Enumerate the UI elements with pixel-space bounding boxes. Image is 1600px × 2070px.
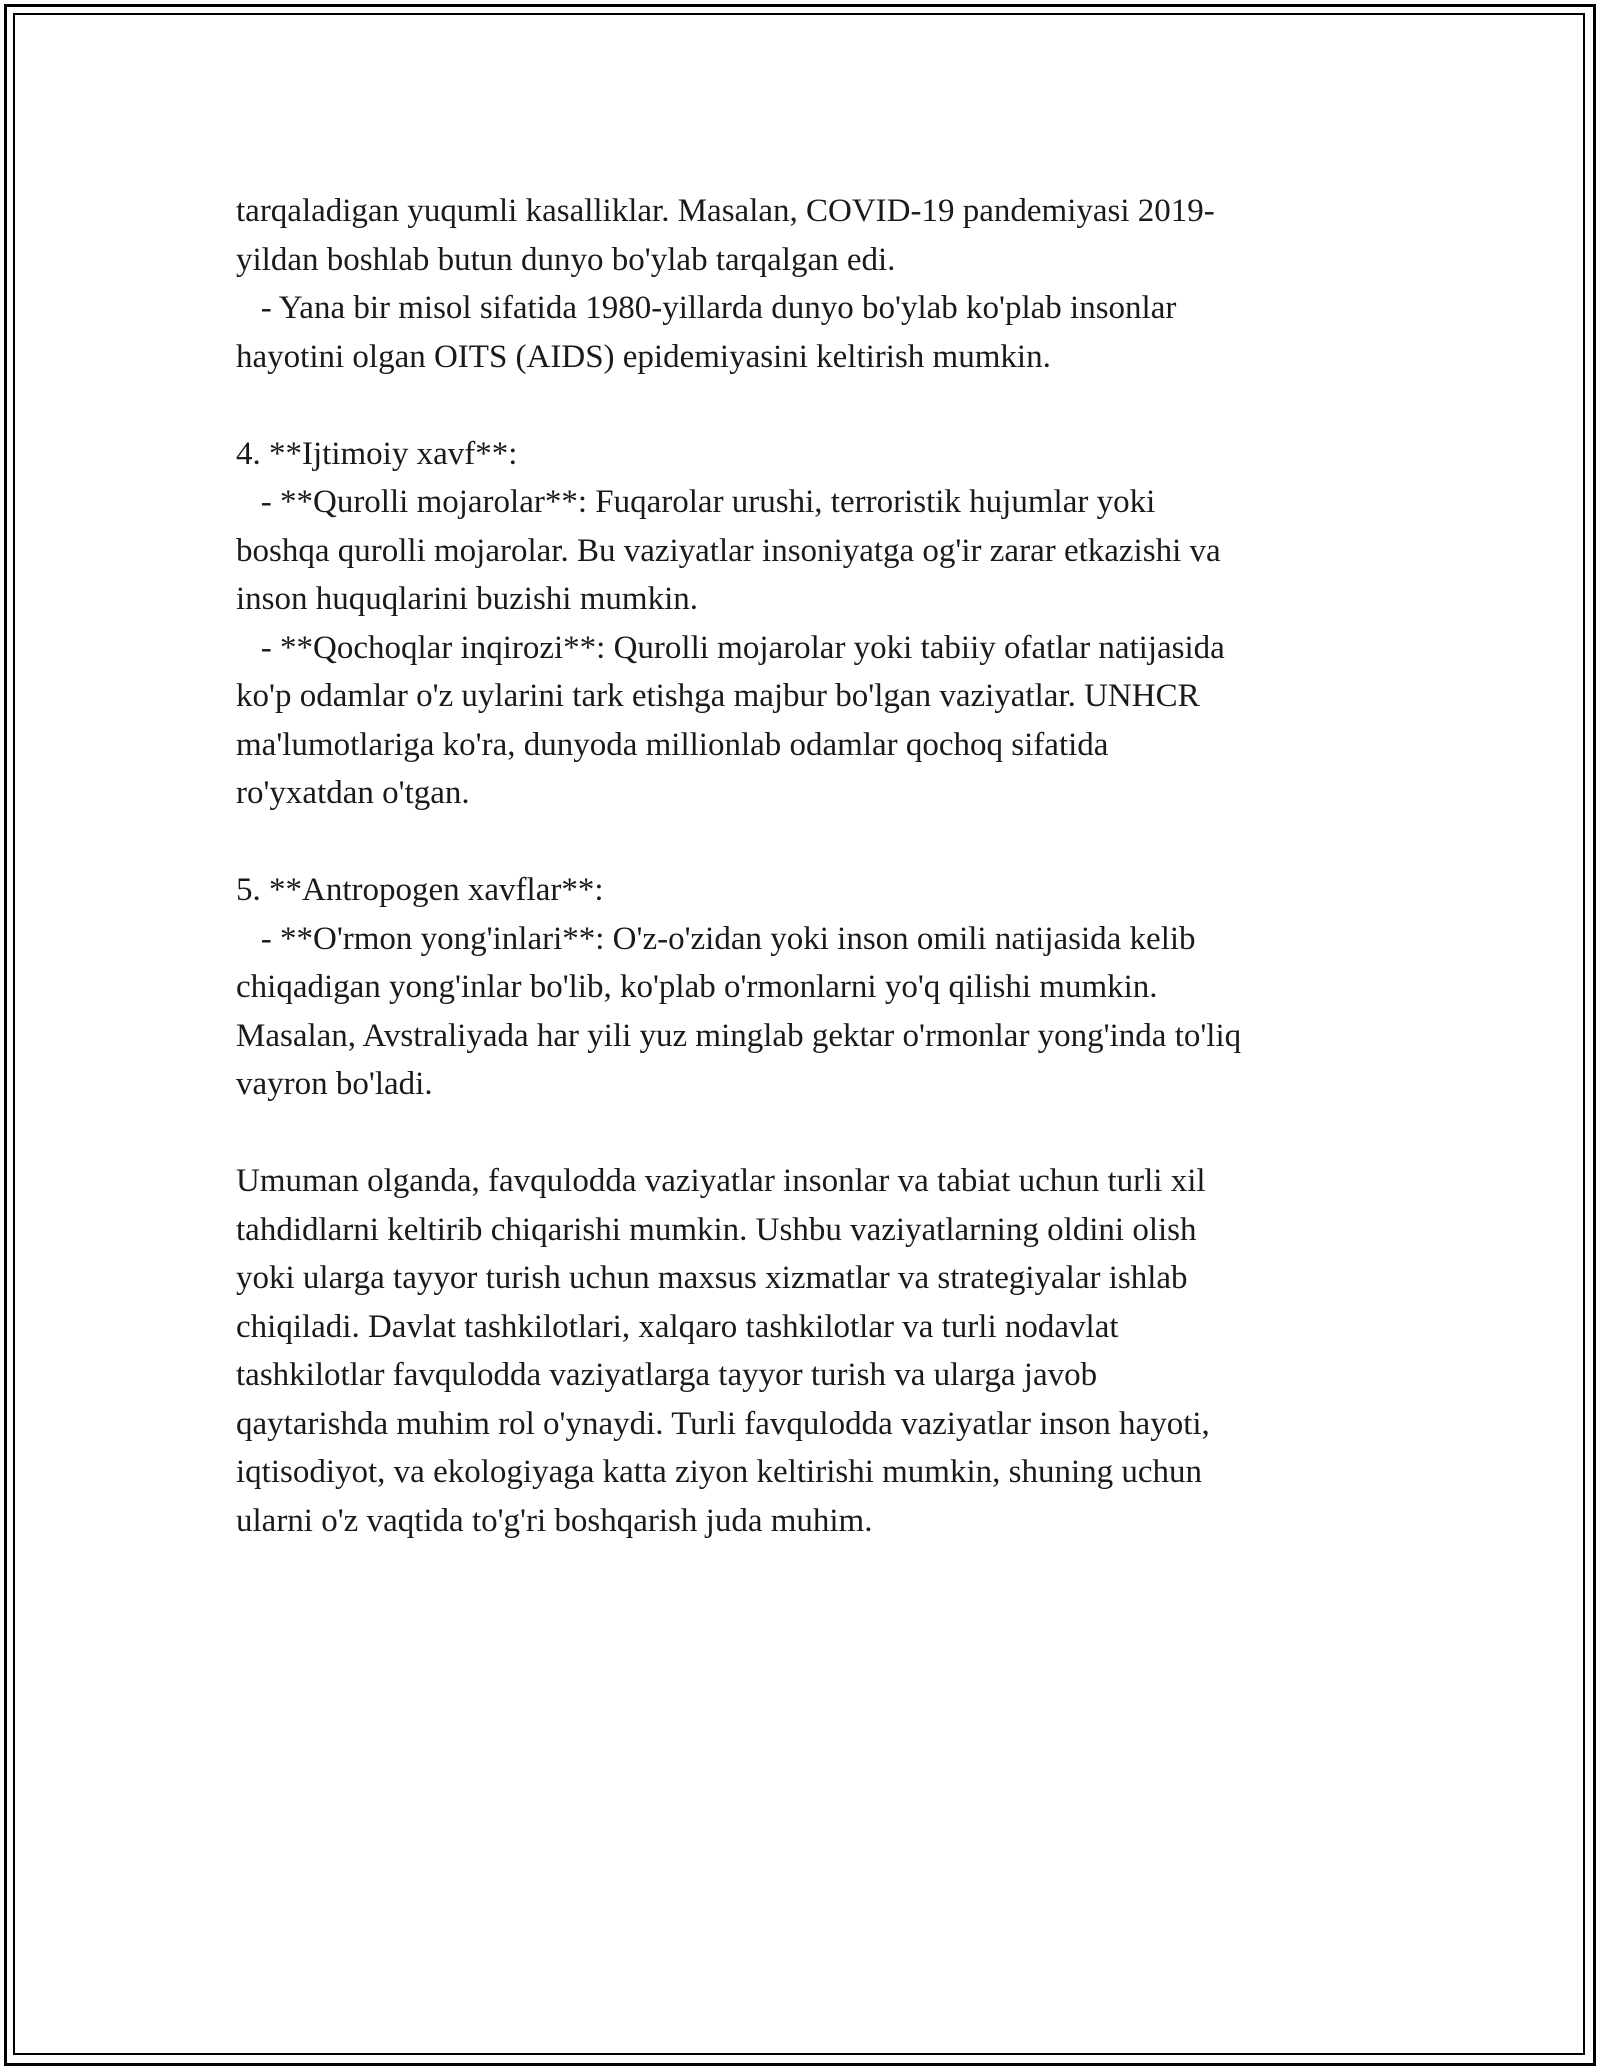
- conclusion-line: yoki ularga tayyor turish uchun maxsus xizmatlar va strategiyalar ishlab: [236, 1260, 1188, 1296]
- text-line: Masalan, Avstraliyada har yili yuz minglab gektar o'rmonlar yong'inda to'liq: [236, 1017, 1242, 1054]
- text-line: chiqadigan yong'inlar bo'lib, ko'plab o'rmonlarni yo'q qilishi mumkin.: [236, 969, 1158, 1005]
- text-line: hayotini olgan OITS (AIDS) epidemiyasini keltirish mumkin.: [236, 338, 1051, 375]
- section-heading: 5. **Antropogen xavflar**:: [236, 872, 604, 908]
- list-item-line: - **O'rmon yong'inlari**: O'z-o'zidan yoki inson omili natijasida kelib: [236, 920, 1196, 957]
- list-item-line: - Yana bir misol sifatida 1980-yillarda dunyo bo'ylab ko'plab insonlar: [236, 290, 1177, 326]
- paragraph-gap: [236, 818, 1396, 867]
- conclusion-line: iqtisodiyot, va ekologiyaga katta ziyon keltirishi mumkin, shuning uchun: [236, 1454, 1203, 1490]
- text-line: tarqaladigan yuqumli kasalliklar. Masalan, COVID-19 pandemiyasi 2019-: [236, 193, 1215, 229]
- document-body: [236, 187, 1396, 1545]
- conclusion-line: ularni o'z vaqtida to'g'ri boshqarish juda muhim.: [236, 1502, 873, 1539]
- text-line: ma'lumotlariga ko'ra, dunyoda millionlab odamlar qochoq sifatida: [236, 726, 1109, 763]
- list-item-line: - **Qurolli mojarolar**: Fuqarolar urushi, terroristik hujumlar yoki: [236, 484, 1156, 520]
- conclusion-line: chiqiladi. Davlat tashkilotlari, xalqaro tashkilotlar va turli nodavlat: [236, 1308, 1119, 1345]
- conclusion-line: Umuman olganda, favqulodda vaziyatlar insonlar va tabiat uchun turli xil: [236, 1163, 1206, 1199]
- text-line: ro'yxatdan o'tgan.: [236, 775, 470, 811]
- text-line: inson huquqlarini buzishi mumkin.: [236, 581, 698, 617]
- paragraph-gap: [236, 381, 1396, 430]
- text-line: yildan boshlab butun dunyo bo'ylab tarqalgan edi.: [236, 241, 896, 278]
- text-line: boshqa qurolli mojarolar. Bu vaziyatlar insoniyatga og'ir zarar etkazishi va: [236, 532, 1221, 569]
- paragraph-gap: [236, 1109, 1396, 1158]
- list-item-line: - **Qochoqlar inqirozi**: Qurolli mojarolar yoki tabiiy ofatlar natijasida: [236, 629, 1225, 666]
- conclusion-line: qaytarishda muhim rol o'ynaydi. Turli favqulodda vaziyatlar inson hayoti,: [236, 1405, 1210, 1442]
- conclusion-line: tashkilotlar favqulodda vaziyatlarga tayyor turish va ularga javob: [236, 1357, 1098, 1393]
- conclusion-line: tahdidlarni keltirib chiqarishi mumkin. Ushbu vaziyatlarning oldini olish: [236, 1211, 1197, 1248]
- section-heading: 4. **Ijtimoiy xavf**:: [236, 435, 518, 472]
- text-line: vayron bo'ladi.: [236, 1066, 433, 1102]
- text-line: ko'p odamlar o'z uylarini tark etishga majbur bo'lgan vaziyatlar. UNHCR: [236, 678, 1200, 714]
